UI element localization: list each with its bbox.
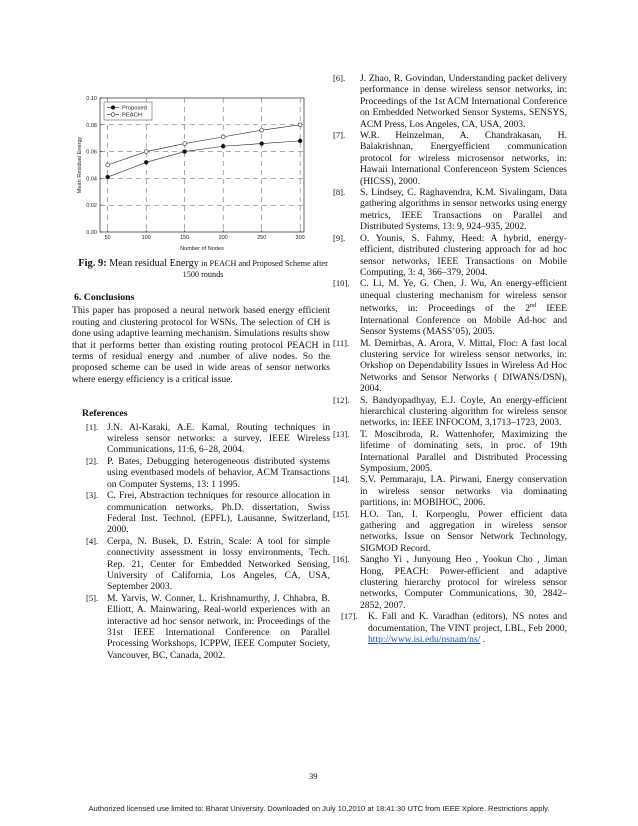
references-left	[72, 422, 330, 662]
series-line-peach	[108, 125, 300, 165]
reference-number: [16].	[333, 554, 350, 565]
reference-text: Cerpa, N. Busek, D. Estrin, Scale: A tool for simple connectivity assessment in lossy environments, Tech. Rep. 21, Center for Embedded Networked Sensing, University of California, Los Angeles, CA, USA, September 2003.	[107, 535, 330, 593]
page-number: 39	[309, 771, 318, 781]
y-tick-label: 0.02	[86, 203, 97, 210]
references-heading: References	[82, 408, 128, 420]
data-point-peach	[183, 142, 187, 146]
reference-number: [10].	[333, 278, 350, 289]
data-point-peach	[298, 123, 302, 127]
reference-number: [5].	[86, 592, 99, 603]
reference-item	[72, 593, 330, 661]
reference-number: [13].	[333, 428, 350, 439]
data-point-peach	[221, 135, 225, 139]
reference-text: S. Bandyopadhyay, E.J. Coyle, An energy-efficient hierarchical clustering algorithm for wireless sensor networks, in: IEEE INFOCOM, 3,1713–1723, 2003.	[360, 394, 567, 429]
x-tick-label: 300	[295, 235, 305, 241]
y-tick-label: 0.08	[86, 122, 97, 129]
reference-text: J. Zhao, R. Govindan, Understanding packet delivery performance in dense wireless sensor networks, in: Proceedings of the 1st ACM International Conference on Embedded Networked Sensor Systems, SENSYS, ACM Press, Los Angeles, CA, USA, 2003.	[360, 73, 567, 130]
left-column	[72, 292, 330, 661]
reference-text: S. Lindsey, C. Raghavendra, K.M. Sivalingam, Data gathering algorithms in sensor networks using energy metrics, IEEE Transactions on Parallel and Distributed Systems, 13: 9, 924–935, 2002.	[360, 187, 567, 233]
x-tick-label: 50	[104, 235, 111, 241]
right-column	[333, 73, 567, 646]
reference-text: S.V. Pemmaraju, I.A. Pirwani, Energy conservation in wireless sensor networks via dominating partitions, in: MOBIHOC, 2006.	[360, 474, 567, 509]
reference-text: J.N. Al-Karaki, A.E. Kamal, Routing techniques in wireless sensor networks: a survey, IEEE Wireless Communications, 11:6, 6–28, 2004.	[107, 421, 330, 456]
reference-item	[333, 73, 567, 130]
reference-number: [2].	[86, 455, 99, 466]
series-line-proposed	[108, 141, 300, 177]
reference-number: [12].	[333, 394, 350, 405]
reference-item	[333, 429, 567, 475]
x-axis-label: Number of Nodes	[180, 246, 224, 252]
reference-link[interactable]: http://www.isi.edu/nsnam/ns/	[368, 634, 481, 646]
reference-text: C. Li, M. Ye, G. Chen, J. Wu, An energy-efficient unequal clustering mechanism for wireless sensor networks, in: Proceedings of the 2	[360, 278, 567, 315]
reference-item	[333, 278, 567, 337]
data-point-peach	[106, 163, 110, 167]
reference-item	[333, 554, 567, 611]
reference-item	[333, 509, 567, 555]
reference-number: [6].	[333, 73, 346, 83]
reference-text: O. Younis, S. Fahmy, Heed: A hybrid, energy-efficient, distributed clustering approach for ad hoc sensor networks, IEEE Transactions on Mobile Computing, 3: 4, 366–379, 2004.	[360, 232, 567, 278]
reference-text-end: .	[480, 634, 486, 646]
y-axis-label: Mean Residual Energy	[77, 136, 83, 194]
reference-number: [9].	[333, 232, 346, 243]
reference-text: H.O. Tan, I. Korpeoglu, Power efficient data gathering and aggregation in wireless sensor networks, Issue on Sensor Network Technology, SIGMOD Record.	[360, 508, 567, 554]
reference-item	[333, 187, 567, 233]
reference-text: Sangho Yi , Junyoung Heo , Yookun Cho , Jiman Hong, PEACH: Power-efficient and adaptive clustering hierarchy protocol for wireless sensor networks, Computer Communications, 30, 2842–2852, 2007.	[360, 554, 567, 611]
figure-caption	[72, 258, 334, 280]
data-point-peach	[260, 128, 264, 132]
reference-item	[333, 130, 567, 187]
reference-item	[333, 338, 567, 395]
reference-item	[333, 233, 567, 279]
legend-marker	[111, 106, 115, 110]
data-point-proposed	[298, 139, 302, 143]
reference-number: [14].	[333, 474, 350, 485]
reference-number: [3].	[86, 490, 99, 501]
reference-text: M. Demirbas, A. Arora, V. Mittal, Floc: A fast local clustering service for wireless sensor networks, in: Orkshop on Dependability Issues in Wireless Ad Hoc Networks and Sensor Networks ( DIWANS/DSN), 2004.	[360, 337, 567, 395]
y-tick-label: 0.00	[86, 230, 97, 236]
y-tick-label: 0.10	[86, 96, 97, 102]
x-tick-label: 150	[180, 235, 190, 241]
conclusions-text: This paper has proposed a neural network based energy efficient routing and clustering protocol for WSNs. The selection of CH is done using adaptive learning mechanism. Simulations results show that it performs better than existing routing protocol PEACH in terms of residual energy and .number of alive nodes. So the proposed scheme can be used in wide areas of sensor networks where energy efficiency is a critical issue.	[72, 305, 330, 385]
reference-number: [11].	[333, 337, 350, 348]
data-point-proposed	[260, 142, 264, 146]
reference-text: M. Yarvis, W. Conner, L. Krishnamurthy, J. Chhabra, B. Elliott, A. Mainwaring, Real-world experiences with an interactive ad hoc sensor network, in: Proceedings of the 31st IEEE International Conference on Parallel Processing Workshops, ICPPW, IEEE Computer Society, Vancouver, BC, Canada, 2002.	[107, 592, 330, 661]
reference-text: C. Frei, Abstraction techniques for resource allocation in communication networks, Ph.D. dissertation, Swiss Federal Inst. Technol. (EPFL), Lausanne, Switzerland, 2000.	[107, 490, 330, 536]
figure-caption-rest: in PEACH and Proposed Scheme after 1500 rounds	[182, 259, 328, 279]
x-tick-label: 100	[141, 235, 151, 241]
reference-item	[72, 422, 330, 456]
y-tick-label: 0.06	[86, 149, 97, 156]
reference-text: P. Bates, Debugging heterogeneous distributed systems using eventbased models of behavior, ACM Transactions on Computer Systems, 13: 1 1995.	[107, 455, 330, 490]
legend-label: PEACH	[122, 112, 142, 119]
reference-text: T. Moscibroda, R. Wattenhofer, Maximizing the lifetime of dominating sets, in proc. of 19th International Parallel and Distributed Processing Symposium, 2005.	[360, 428, 567, 474]
reference-item	[333, 395, 567, 429]
legend-label: Proposed	[122, 105, 147, 112]
figure-caption-main: Mean residual Energy	[109, 258, 199, 269]
reference-item	[72, 456, 330, 490]
ieee-footer: Authorized licensed use limited to: Bharat University. Downloaded on July 10,2010 at 18:41:30 UTC from IEEE Xplore. Restrictions apply.	[88, 804, 550, 813]
data-point-peach	[144, 150, 148, 154]
reference-superscript: nd	[530, 303, 537, 310]
data-point-proposed	[106, 175, 110, 179]
conclusions-heading: 6. Conclusions	[74, 292, 135, 303]
reference-text: W.R. Heinzelman, A. Chandrakasan, H. Balakrishnan, Energyefficient communication protocol for wireless microsensor networks, in: Hawaii International Conferenceon System Sciences (HICSS), 2000.	[360, 130, 567, 187]
reference-text-end: IEEE International Conference on Mobile Ad-hoc and Sensor Systems (MASS’05), 2005.	[360, 303, 567, 338]
reference-number: [1].	[86, 421, 99, 432]
data-point-proposed	[183, 150, 187, 154]
reference-item	[72, 536, 330, 593]
data-point-proposed	[144, 160, 148, 164]
data-point-proposed	[221, 144, 225, 148]
figure-label: Fig. 9:	[78, 258, 107, 269]
x-tick-label: 250	[257, 235, 267, 241]
mean-residual-energy-chart	[72, 80, 312, 258]
reference-number: [7].	[333, 130, 346, 141]
reference-item	[333, 474, 567, 508]
x-tick-label: 200	[218, 235, 228, 241]
reference-number: [8].	[333, 187, 346, 198]
reference-number: [17].	[341, 611, 358, 622]
reference-text: K. Fall and K. Varadhan (editors), NS notes and documentation, The VINT project, LBL, Feb 2000,	[368, 611, 567, 634]
reference-item	[72, 490, 330, 536]
y-tick-label: 0.04	[86, 176, 97, 183]
reference-number: [4].	[86, 535, 99, 546]
reference-item	[333, 611, 567, 645]
reference-number: [15].	[333, 508, 350, 519]
legend-marker	[111, 113, 115, 117]
references-right	[333, 73, 567, 646]
